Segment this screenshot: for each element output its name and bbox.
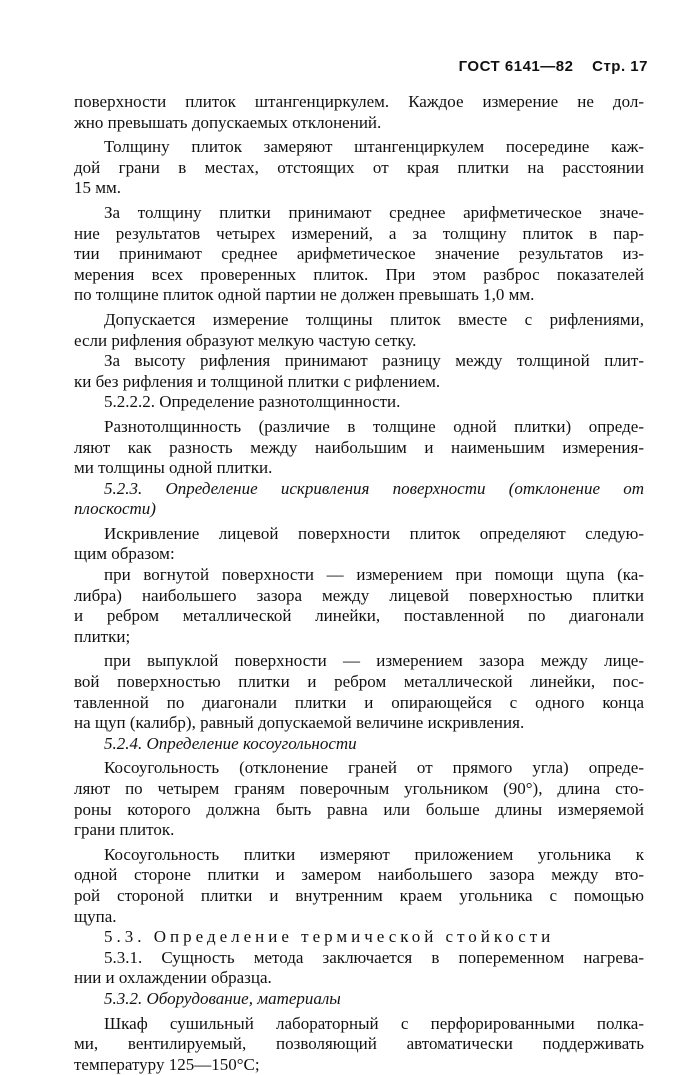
subsection-heading: 5.2.2.2. Определение разнотолщинности.: [104, 392, 401, 412]
text-line: жно превышать допускаемых отклонений.: [74, 112, 382, 132]
text-line: ляют по четырем граням поверочным угольником (90°), длина сто-: [74, 779, 644, 798]
body-text: [74, 92, 644, 1075]
text-line: рой стороной плитки и внутренним краем угольника с помощью: [74, 885, 644, 905]
text-line: Искривление лицевой поверхности плиток определяют следую-: [104, 523, 644, 543]
text-line: 5.3.1. Сущность метода заключается в попеременном нагрева-: [104, 947, 644, 967]
text-line: мерения всех проверенных плиток. При этом разброс показателей: [74, 264, 644, 284]
text-line: ми, вентилируемый, позволяющий автоматически поддерживать: [74, 1034, 644, 1054]
subsection-heading: плоскости): [74, 499, 156, 519]
page-header: [445, 58, 648, 75]
text-line: ние результатов четырех измерений, а за толщину плиток в пар-: [74, 223, 644, 243]
text-line: тавленной по диагонали плитки и опирающейся с одного конца: [74, 692, 644, 712]
text-line: щим образом:: [74, 544, 175, 564]
text-line: тии принимают среднее арифметическое значение результатов из-: [74, 244, 644, 264]
text-line: на щуп (калибр), равный допускаемой величине искривления.: [74, 713, 525, 733]
text-line: Шкаф сушильный лабораторный с перфорированными полка-: [104, 1013, 644, 1033]
text-line: Допускается измерение толщины плиток вместе с рифлениями,: [104, 309, 644, 329]
text-line: Толщину плиток замеряют штангенциркулем посередине каж-: [104, 137, 644, 157]
text-line: Косоугольность плитки измеряют приложением угольника к: [104, 844, 644, 864]
text-line: нии и охлаждении образца.: [74, 968, 272, 988]
text-line: роны которого должна быть равна или больше длины измеряемой: [74, 799, 644, 819]
text-line: вой поверхностью плитки и ребром металлической линейки, пос-: [74, 672, 644, 692]
text-line: За высоту рифления принимают разницу между толщиной плит-: [104, 351, 644, 371]
text-line: грани плиток.: [74, 820, 175, 840]
text-line: либра) наибольшего зазора между лицевой поверхностью плитки: [74, 585, 644, 605]
text-line: Разнотолщинность (различие в толщине одной плитки) опреде-: [104, 416, 644, 436]
subsection-heading: 5.3.2. Оборудование, материалы: [104, 988, 341, 1008]
text-line: За толщину плитки принимают среднее арифметическое значе-: [104, 202, 644, 222]
text-line: дой грани в местах, отстоящих от края плитки на расстоянии: [74, 157, 644, 177]
text-line: 15 мм.: [74, 178, 122, 198]
text-line: при выпуклой поверхности — измерением зазора между лице-: [104, 651, 644, 671]
text-line: если рифления образуют мелкую частую сетку.: [74, 330, 417, 350]
section-heading: 5.3. Определение термической стойкости: [104, 927, 555, 947]
document-code: ГОСТ 6141—82: [458, 58, 574, 75]
text-line: одной стороне плитки и замером наибольшего зазора между вто-: [74, 865, 644, 885]
text-line: и ребром металлической линейки, поставленной по диагонали: [74, 606, 644, 626]
text-line: ки без рифления и толщиной плитки с рифлением.: [74, 371, 441, 391]
text-line: Косоугольность (отклонение граней от прямого угла) опреде-: [104, 758, 644, 778]
text-line: щупа.: [74, 906, 117, 926]
text-line: температуру 125—150°С;: [74, 1054, 260, 1074]
text-line: ми толщины одной плитки.: [74, 458, 273, 478]
text-line: плитки;: [74, 626, 131, 646]
text-line: ляют как разность между наибольшим и наименьшим измерения-: [74, 437, 644, 457]
subsection-heading: 5.2.4. Определение косоугольности: [104, 733, 357, 753]
text-line: при вогнутой поверхности — измерением при помощи щупа (ка-: [104, 565, 644, 585]
subsection-heading: 5.2.3. Определение искривления поверхности (отклонение от: [104, 478, 644, 498]
page-number: Стр. 17: [592, 58, 648, 75]
text-line: поверхности плиток штангенциркулем. Каждое измерение не дол-: [74, 92, 644, 111]
text-line: по толщине плиток одной партии не должен превышать 1,0 мм.: [74, 285, 535, 305]
